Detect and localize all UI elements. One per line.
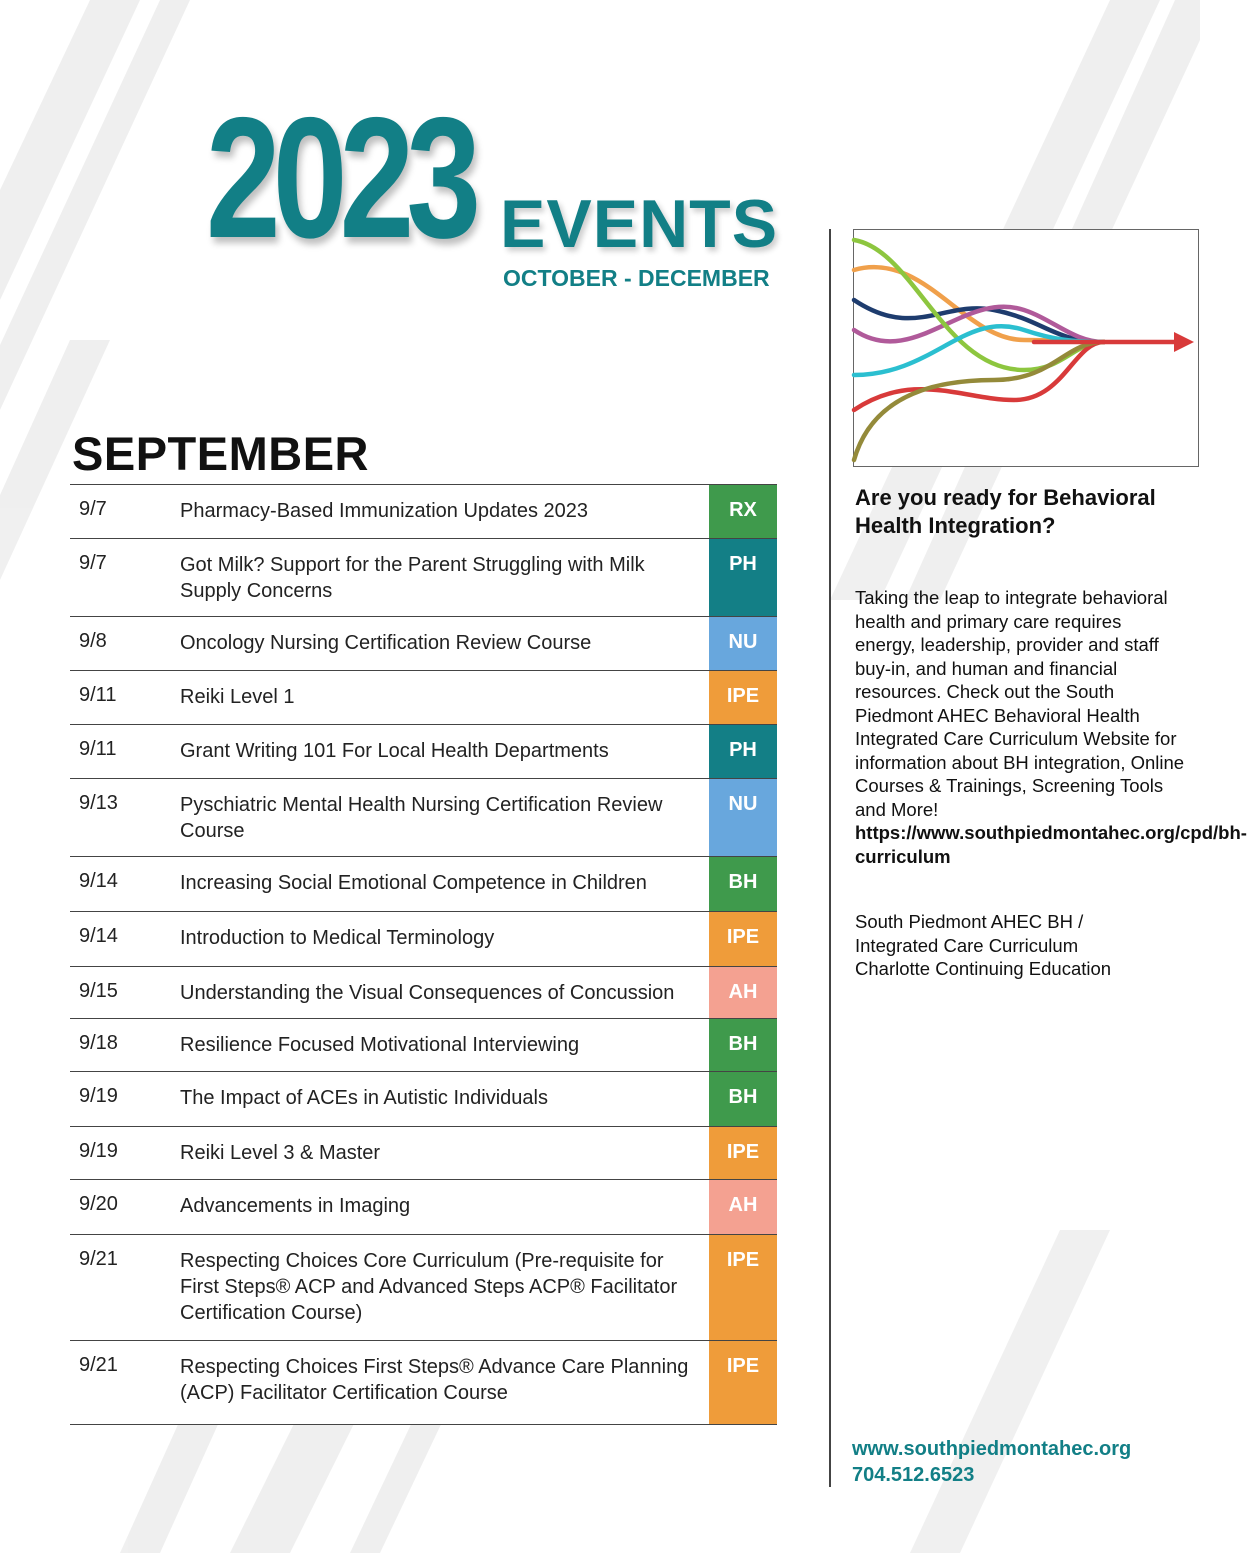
event-row[interactable]	[70, 485, 777, 539]
event-row[interactable]	[70, 1019, 777, 1072]
vertical-divider	[829, 229, 831, 1487]
event-date: 9/19	[79, 1140, 118, 1162]
event-title: Got Milk? Support for the Parent Struggling with Milk Supply Concerns	[180, 554, 645, 602]
event-category-badge: IPE	[709, 1341, 777, 1424]
header-subtitle: OCTOBER - DECEMBER	[503, 265, 770, 291]
event-title: Pharmacy-Based Immunization Updates 2023	[180, 500, 588, 522]
event-date: 9/21	[79, 1354, 118, 1376]
event-date: 9/7	[79, 498, 107, 520]
event-category-badge: BH	[709, 1072, 777, 1126]
integration-arrows-image	[853, 229, 1199, 467]
sidebar-body	[855, 586, 1247, 868]
event-title: Resilience Focused Motivational Interviewing	[180, 1034, 580, 1056]
event-row[interactable]	[70, 779, 777, 857]
event-category-badge: IPE	[709, 912, 777, 966]
event-date: 9/18	[79, 1032, 118, 1054]
event-row[interactable]	[70, 725, 777, 779]
event-category-badge: PH	[709, 725, 777, 778]
event-category-badge: NU	[709, 779, 777, 856]
event-category-badge: AH	[709, 1180, 777, 1234]
header-year: 2023	[206, 82, 474, 274]
event-date: 9/14	[79, 925, 118, 947]
event-date: 9/14	[79, 870, 118, 892]
event-category-badge: BH	[709, 857, 777, 911]
event-row[interactable]	[70, 1341, 777, 1425]
event-row[interactable]	[70, 857, 777, 912]
event-date: 9/21	[79, 1248, 118, 1270]
event-title: The Impact of ACEs in Autistic Individuals	[180, 1087, 548, 1109]
event-title: Advancements in Imaging	[180, 1195, 411, 1217]
footer-phone: 704.512.6523	[852, 1464, 975, 1486]
credit-line: Integrated Care Curriculum	[855, 934, 1079, 956]
event-row[interactable]	[70, 967, 777, 1019]
event-category-badge: AH	[709, 967, 777, 1018]
credit-line: Charlotte Continuing Education	[855, 958, 1112, 979]
event-row[interactable]	[70, 1072, 777, 1127]
event-date: 9/11	[79, 738, 117, 760]
event-date: 9/13	[79, 792, 118, 814]
event-date: 9/11	[79, 684, 117, 706]
event-title: Introduction to Medical Terminology	[180, 927, 495, 949]
event-row[interactable]	[70, 1127, 777, 1180]
event-title: Reiki Level 1	[180, 686, 295, 708]
sidebar-heading: Are you ready for Behavioral Health Integration?	[855, 485, 1156, 538]
event-title: Oncology Nursing Certification Review Course	[180, 632, 592, 654]
event-title: Respecting Choices First Steps® Advance Care Planning (ACP) Facilitator Certification Course	[180, 1356, 689, 1404]
month-heading: SEPTEMBER	[72, 427, 369, 480]
event-row[interactable]	[70, 617, 777, 671]
footer-website-link[interactable]: www.southpiedmontahec.org	[852, 1438, 1132, 1460]
event-date: 9/7	[79, 552, 107, 574]
event-row[interactable]	[70, 539, 777, 617]
bh-curriculum-link[interactable]: https://www.southpiedmontahec.org/cpd/bh-curriculum	[855, 822, 1247, 867]
event-row[interactable]	[70, 671, 777, 725]
event-title: Understanding the Visual Consequences of Concussion	[180, 982, 675, 1004]
header-events-title: EVENTS	[500, 186, 779, 262]
events-table	[70, 484, 777, 1425]
event-category-badge: BH	[709, 1019, 777, 1071]
sidebar-body-text: Taking the leap to integrate behavioral health and primary care requires energy, leadership, provider and staff buy-in, and human and financial resources. Check out the South Piedmont AHEC Behavioral Health Integrated Care Curriculum Website for information about BH integration, Online Courses & Trainings, Screening Tools and More!	[855, 587, 1185, 820]
credit-line: South Piedmont AHEC BH /	[855, 911, 1084, 932]
footer-contact	[852, 1436, 1131, 1488]
event-category-badge: NU	[709, 617, 777, 670]
event-title: Respecting Choices Core Curriculum (Pre-requisite for First Steps® ACP and Advanced Steps ACP® Facilitator Certification Course)	[180, 1250, 678, 1324]
event-category-badge: IPE	[709, 1127, 777, 1179]
event-row[interactable]	[70, 912, 777, 967]
event-date: 9/19	[79, 1085, 118, 1107]
event-title: Reiki Level 3 & Master	[180, 1142, 381, 1164]
event-category-badge: RX	[709, 485, 777, 538]
sidebar-credit	[855, 910, 1185, 981]
event-date: 9/20	[79, 1193, 118, 1215]
event-category-badge: PH	[709, 539, 777, 616]
event-date: 9/15	[79, 980, 118, 1002]
event-title: Grant Writing 101 For Local Health Departments	[180, 740, 609, 762]
event-title: Pyschiatric Mental Health Nursing Certification Review Course	[180, 794, 663, 842]
event-title: Increasing Social Emotional Competence in Children	[180, 872, 647, 894]
event-date: 9/8	[79, 630, 107, 652]
event-row[interactable]	[70, 1235, 777, 1341]
event-category-badge: IPE	[709, 1235, 777, 1340]
event-row[interactable]	[70, 1180, 777, 1235]
event-category-badge: IPE	[709, 671, 777, 724]
